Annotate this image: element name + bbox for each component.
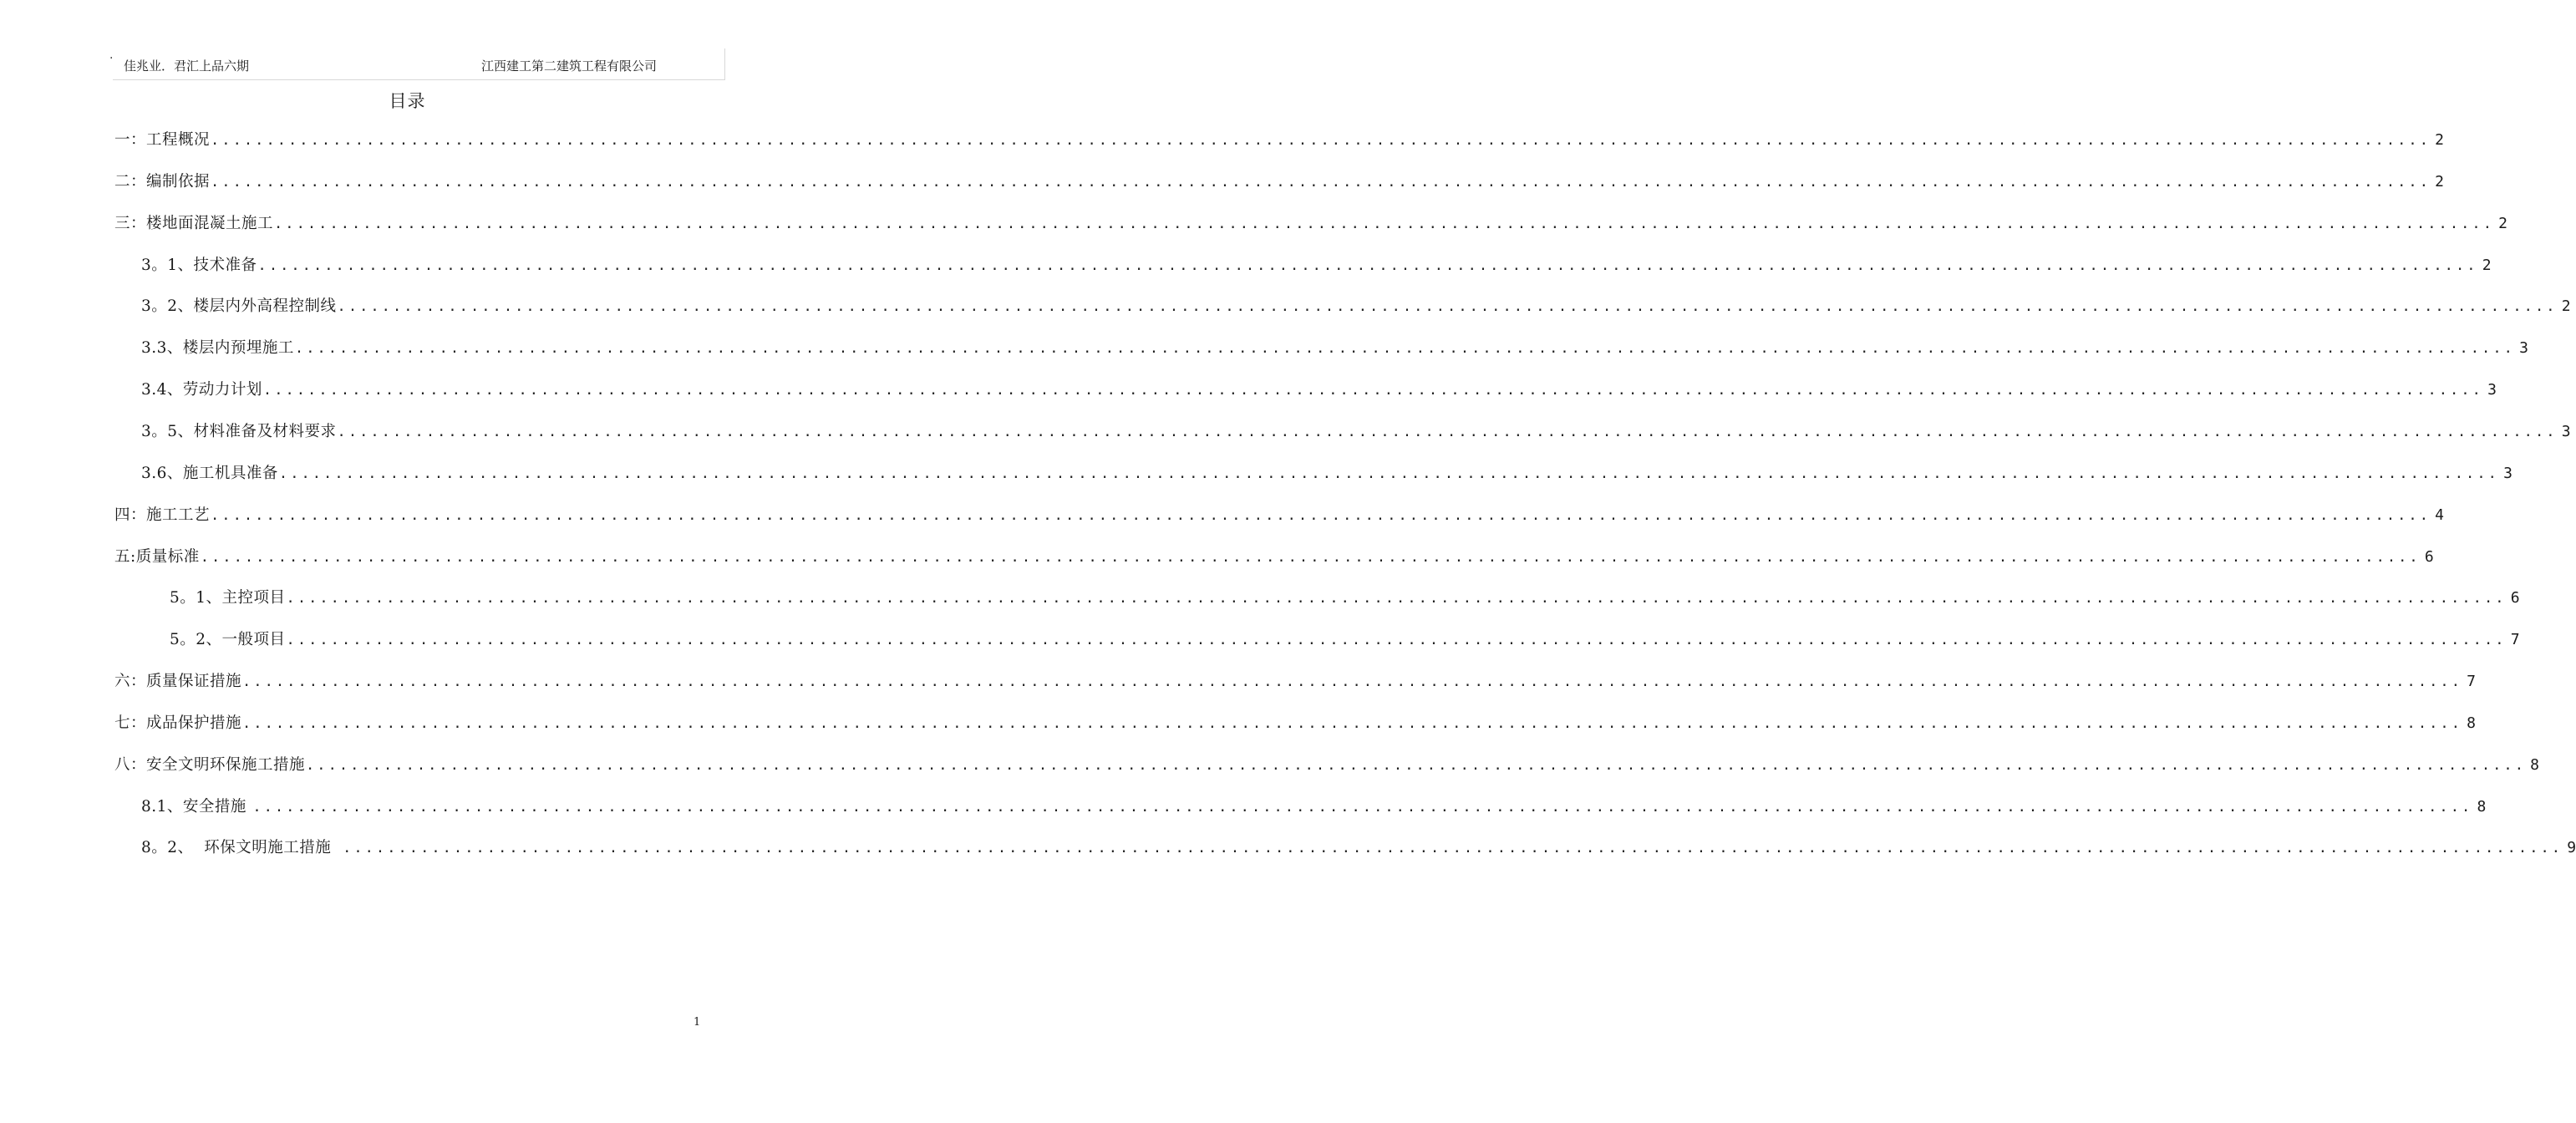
toc-entry-page: 2 [2561, 297, 2571, 315]
toc-entry-label: 六：质量保证措施 [114, 673, 242, 690]
toc-entry[interactable] [114, 754, 2539, 777]
toc-entry-page: 2 [2498, 215, 2507, 232]
toc-entry-label: 5。2、一般项目 [170, 631, 286, 648]
toc-entry[interactable] [170, 628, 2520, 652]
toc-entry-label: 五:质量标准 [114, 548, 200, 566]
toc-leader-dots: ........................................................................................................................................................................................................ [343, 840, 2563, 856]
toc-leader-dots: ........................................................................................................................................................................................................ [211, 174, 2431, 191]
toc-entry[interactable] [170, 587, 2520, 610]
toc-leader-dots: ........................................................................................................................................................................................................ [257, 257, 2478, 274]
toc-entry-label: 5。1、主控项目 [170, 589, 286, 607]
toc-entry-page: 3 [2487, 381, 2497, 399]
toc-leader-dots: ........................................................................................................................................................................................................ [252, 799, 2473, 816]
toc-entry-label: 四：施工工艺 [114, 506, 211, 524]
toc-entry[interactable] [141, 295, 2571, 318]
header-project-name: 佳兆业．君汇上品六期 [124, 58, 250, 74]
toc-entry[interactable] [114, 504, 2444, 527]
toc-entry-page: 3 [2561, 423, 2571, 440]
toc-entry-label: 七：成品保护措施 [114, 714, 242, 732]
footer-page-number: 1 [694, 1016, 701, 1029]
toc-entry[interactable] [141, 379, 2497, 402]
toc-entry-page: 3 [2519, 339, 2528, 357]
toc-entry[interactable] [114, 129, 2444, 152]
toc-entry-page: 7 [2467, 673, 2476, 690]
toc-leader-dots: ........................................................................................................................................................................................................ [337, 298, 2558, 315]
toc-entry[interactable] [114, 712, 2476, 735]
toc-entry-page: 9 [2567, 839, 2576, 856]
page-title: 目录 [389, 91, 426, 111]
toc-leader-dots: ........................................................................................................................................................................................................ [286, 632, 2507, 648]
toc-leader-dots: ........................................................................................................................................................................................................ [278, 465, 2499, 482]
toc-entry-label: 三：楼地面混凝土施工 [114, 215, 274, 232]
header-mark: · [109, 52, 114, 65]
toc-entry-page: 6 [2424, 548, 2434, 566]
toc-entry-label: 八：安全文明环保施工措施 [114, 756, 306, 774]
toc-entry-label: 3.4、劳动力计划 [141, 381, 262, 399]
toc-entry-label: 3。1、技术准备 [141, 257, 257, 274]
toc-entry-page: 4 [2435, 506, 2444, 524]
toc-entry-page: 3 [2503, 465, 2512, 482]
toc-leader-dots: ........................................................................................................................................................................................................ [306, 757, 2526, 774]
toc-entry-label: 8。2、 环保文明施工措施 [141, 839, 343, 856]
toc-entry-page: 8 [2477, 798, 2487, 816]
toc-leader-dots: ........................................................................................................................................................................................................ [274, 216, 2494, 232]
toc-leader-dots: ........................................................................................................................................................................................................ [294, 340, 2515, 357]
toc-entry[interactable] [141, 254, 2492, 277]
toc-leader-dots: ........................................................................................................................................................................................................ [337, 424, 2558, 440]
toc-entry[interactable] [141, 462, 2512, 485]
toc-entry[interactable] [141, 836, 2576, 860]
toc-entry-page: 8 [2467, 714, 2476, 732]
toc-entry-label: 8.1、安全措施 [141, 798, 252, 816]
toc-leader-dots: ........................................................................................................................................................................................................ [211, 132, 2431, 149]
toc-entry[interactable] [141, 337, 2528, 360]
toc-entry-label: 二：编制依据 [114, 173, 211, 191]
toc-leader-dots: ........................................................................................................................................................................................................ [262, 382, 2483, 399]
toc-entry-label: 3.3、楼层内预埋施工 [141, 339, 294, 357]
toc-entry-page: 2 [2435, 173, 2444, 191]
toc-entry-label: 一：工程概况 [114, 131, 211, 149]
toc-entry[interactable] [141, 795, 2487, 819]
toc-entry[interactable] [114, 546, 2434, 569]
toc-entry-page: 6 [2510, 589, 2520, 607]
toc-entry[interactable] [141, 420, 2571, 444]
toc-entry-page: 2 [2435, 131, 2444, 149]
toc-entry-label: 3。5、材料准备及材料要求 [141, 423, 337, 440]
toc-leader-dots: ........................................................................................................................................................................................................ [286, 590, 2507, 607]
toc-entry-page: 2 [2482, 257, 2492, 274]
toc-entry-page: 7 [2510, 631, 2520, 648]
toc-leader-dots: ........................................................................................................................................................................................................ [242, 673, 2462, 690]
header-company-name: 江西建工第二建筑工程有限公司 [481, 58, 658, 74]
toc-entry[interactable] [114, 170, 2444, 194]
toc-entry-label: 3。2、楼层内外高程控制线 [141, 297, 337, 315]
toc-leader-dots: ........................................................................................................................................................................................................ [242, 715, 2462, 732]
toc-leader-dots: ........................................................................................................................................................................................................ [200, 549, 2421, 566]
toc-entry[interactable] [114, 670, 2476, 694]
toc-entry[interactable] [114, 212, 2507, 236]
toc-leader-dots: ........................................................................................................................................................................................................ [211, 507, 2431, 524]
toc-entry-page: 8 [2530, 756, 2539, 774]
toc-entry-label: 3.6、施工机具准备 [141, 465, 278, 482]
